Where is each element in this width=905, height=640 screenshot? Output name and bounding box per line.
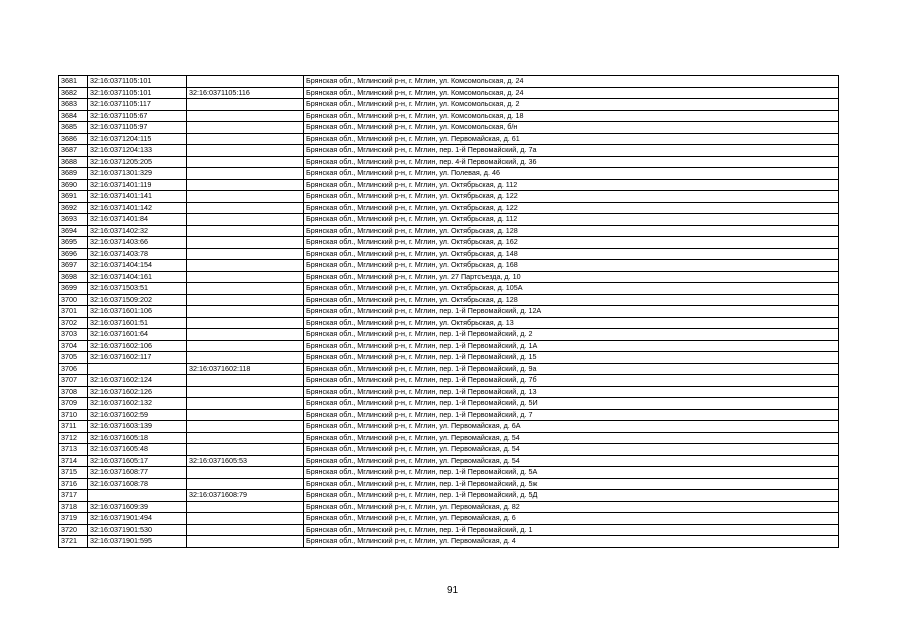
address: Брянская обл., Мглинский р-н, г. Мглин, пер. 1-й Первомайский, д. 7б	[304, 375, 839, 387]
address: Брянская обл., Мглинский р-н, г. Мглин, пер. 1-й Первомайский, д. 7а	[304, 145, 839, 157]
address: Брянская обл., Мглинский р-н, г. Мглин, ул. Первомайская, д. 4	[304, 536, 839, 548]
related-cadastral-number	[187, 248, 304, 260]
related-cadastral-number	[187, 202, 304, 214]
cadastral-number: 32:16:0371605:48	[88, 444, 187, 456]
cadastral-number: 32:16:0371608:78	[88, 478, 187, 490]
document-page	[58, 75, 838, 548]
cadastral-number: 32:16:0371204:133	[88, 145, 187, 157]
registry-table-body	[59, 76, 839, 548]
related-cadastral-number: 32:16:0371602:118	[187, 363, 304, 375]
address: Брянская обл., Мглинский р-н, г. Мглин, пер. 1-й Первомайский, д. 5Д	[304, 490, 839, 502]
cadastral-number: 32:16:0371602:124	[88, 375, 187, 387]
address: Брянская обл., Мглинский р-н, г. Мглин, ул. Октябрьская, д. 112	[304, 179, 839, 191]
related-cadastral-number	[187, 225, 304, 237]
address: Брянская обл., Мглинский р-н, г. Мглин, пер. 1-й Первомайский, д. 5ж	[304, 478, 839, 490]
cadastral-number: 32:16:0371601:64	[88, 329, 187, 341]
related-cadastral-number	[187, 340, 304, 352]
related-cadastral-number	[187, 352, 304, 364]
row-number: 3694	[59, 225, 88, 237]
cadastral-number: 32:16:0371602:126	[88, 386, 187, 398]
table-row	[59, 375, 839, 387]
address: Брянская обл., Мглинский р-н, г. Мглин, пер. 1-й Первомайский, д. 13	[304, 386, 839, 398]
address: Брянская обл., Мглинский р-н, г. Мглин, ул. Октябрьская, д. 13	[304, 317, 839, 329]
related-cadastral-number	[187, 191, 304, 203]
cadastral-number: 32:16:0371602:59	[88, 409, 187, 421]
related-cadastral-number	[187, 386, 304, 398]
row-number: 3697	[59, 260, 88, 272]
related-cadastral-number	[187, 214, 304, 226]
row-number: 3681	[59, 76, 88, 88]
address: Брянская обл., Мглинский р-н, г. Мглин, пер. 1-й Первомайский, д. 1	[304, 524, 839, 536]
cadastral-number: 32:16:0371401:142	[88, 202, 187, 214]
cadastral-number: 32:16:0371105:67	[88, 110, 187, 122]
related-cadastral-number	[187, 110, 304, 122]
table-row	[59, 179, 839, 191]
table-row	[59, 202, 839, 214]
related-cadastral-number	[187, 122, 304, 134]
table-row	[59, 478, 839, 490]
address: Брянская обл., Мглинский р-н, г. Мглин, ул. Октябрьская, д. 148	[304, 248, 839, 260]
row-number: 3713	[59, 444, 88, 456]
row-number: 3718	[59, 501, 88, 513]
table-row	[59, 329, 839, 341]
related-cadastral-number	[187, 432, 304, 444]
row-number: 3712	[59, 432, 88, 444]
cadastral-number: 32:16:0371401:84	[88, 214, 187, 226]
address: Брянская обл., Мглинский р-н, г. Мглин, ул. Октябрьская, д. 112	[304, 214, 839, 226]
table-row	[59, 340, 839, 352]
row-number: 3716	[59, 478, 88, 490]
row-number: 3696	[59, 248, 88, 260]
table-row	[59, 352, 839, 364]
related-cadastral-number	[187, 271, 304, 283]
table-row	[59, 306, 839, 318]
related-cadastral-number	[187, 513, 304, 525]
cadastral-number: 32:16:0371404:154	[88, 260, 187, 272]
table-row	[59, 524, 839, 536]
address: Брянская обл., Мглинский р-н, г. Мглин, пер. 1-й Первомайский, д. 12А	[304, 306, 839, 318]
address: Брянская обл., Мглинский р-н, г. Мглин, ул. Первомайская, д. 54	[304, 444, 839, 456]
cadastral-number: 32:16:0371603:139	[88, 421, 187, 433]
table-row	[59, 444, 839, 456]
related-cadastral-number	[187, 536, 304, 548]
cadastral-number: 32:16:0371503:51	[88, 283, 187, 295]
cadastral-number: 32:16:0371105:101	[88, 87, 187, 99]
row-number: 3685	[59, 122, 88, 134]
row-number: 3703	[59, 329, 88, 341]
address: Брянская обл., Мглинский р-н, г. Мглин, ул. Комсомольская, д. 2	[304, 99, 839, 111]
address: Брянская обл., Мглинский р-н, г. Мглин, ул. Первомайская, д. 61	[304, 133, 839, 145]
table-row	[59, 421, 839, 433]
cadastral-number: 32:16:0371602:132	[88, 398, 187, 410]
related-cadastral-number	[187, 145, 304, 157]
cadastral-number: 32:16:0371509:202	[88, 294, 187, 306]
related-cadastral-number	[187, 294, 304, 306]
address: Брянская обл., Мглинский р-н, г. Мглин, ул. Первомайская, д. 54	[304, 432, 839, 444]
row-number: 3691	[59, 191, 88, 203]
cadastral-number: 32:16:0371205:205	[88, 156, 187, 168]
row-number: 3699	[59, 283, 88, 295]
related-cadastral-number	[187, 409, 304, 421]
table-row	[59, 455, 839, 467]
row-number: 3717	[59, 490, 88, 502]
related-cadastral-number	[187, 179, 304, 191]
cadastral-number: 32:16:0371105:97	[88, 122, 187, 134]
address: Брянская обл., Мглинский р-н, г. Мглин, ул. Октябрьская, д. 105А	[304, 283, 839, 295]
related-cadastral-number	[187, 306, 304, 318]
related-cadastral-number: 32:16:0371605:53	[187, 455, 304, 467]
address: Брянская обл., Мглинский р-н, г. Мглин, ул. Комсомольская, д. 18	[304, 110, 839, 122]
table-row	[59, 156, 839, 168]
address: Брянская обл., Мглинский р-н, г. Мглин, ул. 27 Партсъезда, д. 10	[304, 271, 839, 283]
table-row	[59, 87, 839, 99]
related-cadastral-number	[187, 260, 304, 272]
cadastral-number: 32:16:0371301:329	[88, 168, 187, 180]
address: Брянская обл., Мглинский р-н, г. Мглин, ул. Первомайская, д. 54	[304, 455, 839, 467]
address: Брянская обл., Мглинский р-н, г. Мглин, пер. 1-й Первомайский, д. 1А	[304, 340, 839, 352]
cadastral-number: 32:16:0371401:119	[88, 179, 187, 191]
row-number: 3687	[59, 145, 88, 157]
row-number: 3693	[59, 214, 88, 226]
cadastral-number: 32:16:0371605:18	[88, 432, 187, 444]
address: Брянская обл., Мглинский р-н, г. Мглин, пер. 1-й Первомайский, д. 2	[304, 329, 839, 341]
table-row	[59, 214, 839, 226]
related-cadastral-number	[187, 99, 304, 111]
related-cadastral-number	[187, 375, 304, 387]
table-row	[59, 110, 839, 122]
row-number: 3721	[59, 536, 88, 548]
address: Брянская обл., Мглинский р-н, г. Мглин, пер. 1-й Первомайский, д. 5И	[304, 398, 839, 410]
row-number: 3710	[59, 409, 88, 421]
cadastral-number: 32:16:0371602:106	[88, 340, 187, 352]
cadastral-number: 32:16:0371404:161	[88, 271, 187, 283]
row-number: 3695	[59, 237, 88, 249]
row-number: 3711	[59, 421, 88, 433]
row-number: 3715	[59, 467, 88, 479]
related-cadastral-number	[187, 237, 304, 249]
cadastral-number: 32:16:0371608:77	[88, 467, 187, 479]
related-cadastral-number: 32:16:0371608:79	[187, 490, 304, 502]
related-cadastral-number	[187, 421, 304, 433]
table-row	[59, 225, 839, 237]
cadastral-number: 32:16:0371403:66	[88, 237, 187, 249]
address: Брянская обл., Мглинский р-н, г. Мглин, ул. Октябрьская, д. 128	[304, 225, 839, 237]
table-row	[59, 536, 839, 548]
row-number: 3714	[59, 455, 88, 467]
related-cadastral-number	[187, 524, 304, 536]
table-row	[59, 133, 839, 145]
address: Брянская обл., Мглинский р-н, г. Мглин, ул. Полевая, д. 46	[304, 168, 839, 180]
table-row	[59, 490, 839, 502]
cadastral-number: 32:16:0371401:141	[88, 191, 187, 203]
cadastral-number: 32:16:0371601:51	[88, 317, 187, 329]
cadastral-number: 32:16:0371609:39	[88, 501, 187, 513]
row-number: 3720	[59, 524, 88, 536]
row-number: 3690	[59, 179, 88, 191]
address: Брянская обл., Мглинский р-н, г. Мглин, ул. Первомайская, д. 6А	[304, 421, 839, 433]
cadastral-number: 32:16:0371403:78	[88, 248, 187, 260]
table-row	[59, 513, 839, 525]
table-row	[59, 248, 839, 260]
table-row	[59, 145, 839, 157]
address: Брянская обл., Мглинский р-н, г. Мглин, пер. 4-й Первомайский, д. 36	[304, 156, 839, 168]
related-cadastral-number	[187, 76, 304, 88]
table-row	[59, 409, 839, 421]
cadastral-number	[88, 490, 187, 502]
cadastral-number: 32:16:0371605:17	[88, 455, 187, 467]
address: Брянская обл., Мглинский р-н, г. Мглин, ул. Комсомольская, д. 24	[304, 87, 839, 99]
address: Брянская обл., Мглинский р-н, г. Мглин, ул. Комсомольская, б/н	[304, 122, 839, 134]
related-cadastral-number	[187, 168, 304, 180]
cadastral-number: 32:16:0371204:115	[88, 133, 187, 145]
address: Брянская обл., Мглинский р-н, г. Мглин, ул. Первомайская, д. 82	[304, 501, 839, 513]
row-number: 3708	[59, 386, 88, 398]
table-row	[59, 168, 839, 180]
table-row	[59, 283, 839, 295]
row-number: 3688	[59, 156, 88, 168]
related-cadastral-number	[187, 444, 304, 456]
address: Брянская обл., Мглинский р-н, г. Мглин, ул. Первомайская, д. 6	[304, 513, 839, 525]
related-cadastral-number	[187, 501, 304, 513]
row-number: 3701	[59, 306, 88, 318]
row-number: 3686	[59, 133, 88, 145]
address: Брянская обл., Мглинский р-н, г. Мглин, ул. Октябрьская, д. 162	[304, 237, 839, 249]
related-cadastral-number	[187, 398, 304, 410]
address: Брянская обл., Мглинский р-н, г. Мглин, пер. 1-й Первомайский, д. 5А	[304, 467, 839, 479]
table-row	[59, 237, 839, 249]
table-row	[59, 191, 839, 203]
cadastral-number: 32:16:0371402:32	[88, 225, 187, 237]
cadastral-number: 32:16:0371901:530	[88, 524, 187, 536]
table-row	[59, 363, 839, 375]
cadastral-number	[88, 363, 187, 375]
related-cadastral-number	[187, 156, 304, 168]
row-number: 3706	[59, 363, 88, 375]
row-number: 3682	[59, 87, 88, 99]
related-cadastral-number	[187, 329, 304, 341]
row-number: 3698	[59, 271, 88, 283]
address: Брянская обл., Мглинский р-н, г. Мглин, пер. 1-й Первомайский, д. 9а	[304, 363, 839, 375]
row-number: 3702	[59, 317, 88, 329]
table-row	[59, 317, 839, 329]
cadastral-number: 32:16:0371105:101	[88, 76, 187, 88]
related-cadastral-number	[187, 283, 304, 295]
row-number: 3684	[59, 110, 88, 122]
related-cadastral-number	[187, 317, 304, 329]
row-number: 3719	[59, 513, 88, 525]
address: Брянская обл., Мглинский р-н, г. Мглин, ул. Октябрьская, д. 122	[304, 191, 839, 203]
table-row	[59, 294, 839, 306]
related-cadastral-number	[187, 133, 304, 145]
table-row	[59, 122, 839, 134]
cadastral-number: 32:16:0371601:106	[88, 306, 187, 318]
table-row	[59, 386, 839, 398]
table-row	[59, 271, 839, 283]
row-number: 3683	[59, 99, 88, 111]
row-number: 3700	[59, 294, 88, 306]
related-cadastral-number: 32:16:0371105:116	[187, 87, 304, 99]
row-number: 3709	[59, 398, 88, 410]
row-number: 3704	[59, 340, 88, 352]
table-row	[59, 467, 839, 479]
address: Брянская обл., Мглинский р-н, г. Мглин, ул. Октябрьская, д. 168	[304, 260, 839, 272]
table-row	[59, 432, 839, 444]
row-number: 3705	[59, 352, 88, 364]
cadastral-number: 32:16:0371901:494	[88, 513, 187, 525]
cadastral-number: 32:16:0371105:117	[88, 99, 187, 111]
related-cadastral-number	[187, 478, 304, 490]
page-number: 91	[446, 585, 459, 596]
table-row	[59, 76, 839, 88]
related-cadastral-number	[187, 467, 304, 479]
row-number: 3689	[59, 168, 88, 180]
cadastral-number: 32:16:0371602:117	[88, 352, 187, 364]
row-number: 3707	[59, 375, 88, 387]
table-row	[59, 260, 839, 272]
address: Брянская обл., Мглинский р-н, г. Мглин, пер. 1-й Первомайский, д. 7	[304, 409, 839, 421]
address: Брянская обл., Мглинский р-н, г. Мглин, ул. Комсомольская, д. 24	[304, 76, 839, 88]
table-row	[59, 398, 839, 410]
row-number: 3692	[59, 202, 88, 214]
address: Брянская обл., Мглинский р-н, г. Мглин, пер. 1-й Первомайский, д. 15	[304, 352, 839, 364]
registry-table	[58, 75, 839, 548]
table-row	[59, 501, 839, 513]
cadastral-number: 32:16:0371901:595	[88, 536, 187, 548]
table-row	[59, 99, 839, 111]
address: Брянская обл., Мглинский р-н, г. Мглин, ул. Октябрьская, д. 122	[304, 202, 839, 214]
address: Брянская обл., Мглинский р-н, г. Мглин, ул. Октябрьская, д. 128	[304, 294, 839, 306]
